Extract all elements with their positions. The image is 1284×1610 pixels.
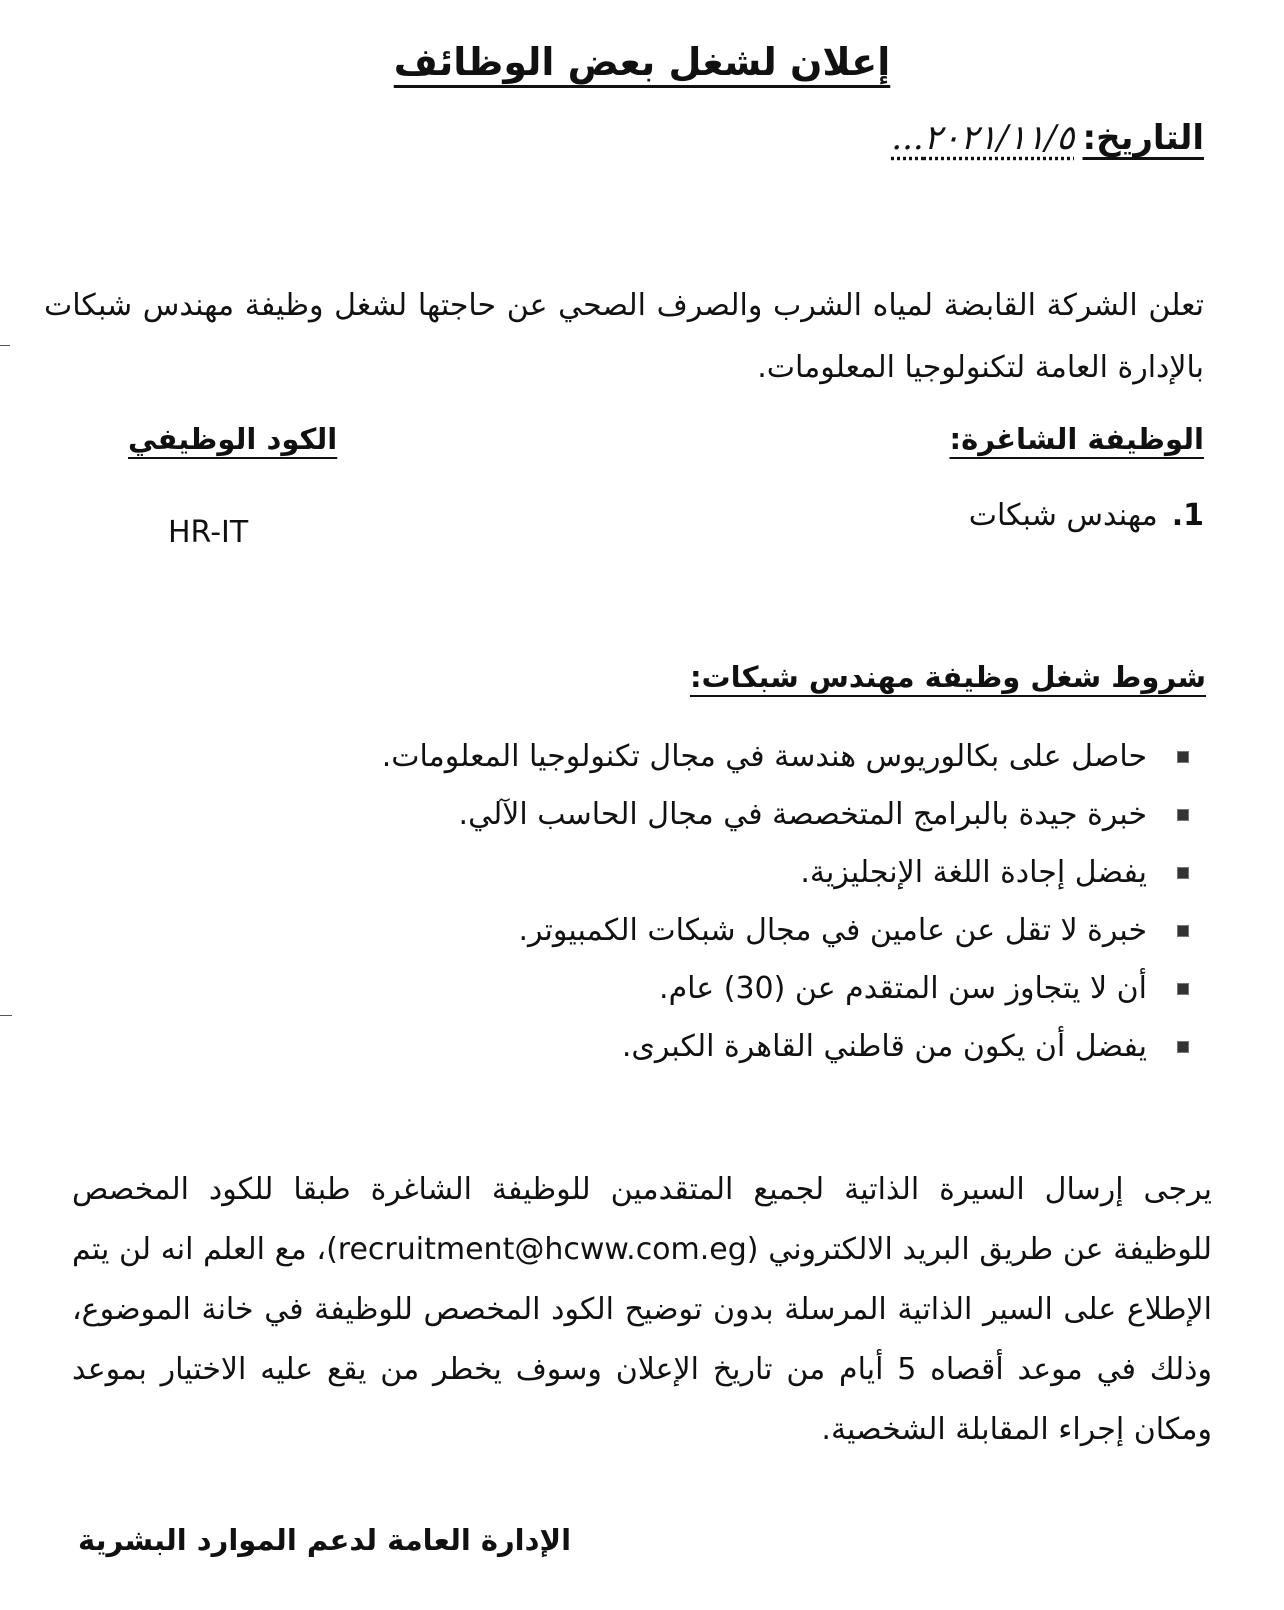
vacant-job-heading: الوظيفة الشاغرة: <box>949 422 1204 456</box>
date-label: التاريخ: <box>1082 118 1204 158</box>
condition-text: يفضل أن يكون من قاطني القاهرة الكبرى. <box>621 1029 1147 1064</box>
closing-text-start: يرجى إرسال السيرة الذاتية لجميع المتقدمين للوظيفة الشاغرة طبقا للكود المخصص للوظيفة عن طريق البريد الالكتروني <box>72 1172 1212 1267</box>
conditions-list <box>189 728 1189 1076</box>
square-bullet-icon <box>1177 867 1189 879</box>
job-list-item <box>969 498 1204 533</box>
condition-text: خبرة جيدة بالبرامج المتخصصة في مجال الحاسب الآلي. <box>458 797 1147 832</box>
square-bullet-icon <box>1177 751 1189 763</box>
condition-text: خبرة لا تقل عن عامين في مجال شبكات الكمبيوتر. <box>518 913 1147 948</box>
issuing-department: الإدارة العامة لدعم الموارد البشرية <box>78 1523 572 1557</box>
job-title: مهندس شبكات <box>968 498 1158 533</box>
date-row <box>883 118 1204 158</box>
recruitment-email: (recruitment@hcww.com.eg) <box>326 1232 759 1267</box>
condition-item <box>189 1018 1189 1076</box>
job-code: HR-IT <box>168 515 249 550</box>
job-code-heading: الكود الوظيفي <box>128 422 338 456</box>
closing-paragraph <box>72 1160 1212 1460</box>
scan-margin-mark <box>0 1015 12 1016</box>
square-bullet-icon <box>1177 809 1189 821</box>
handwritten-date: ...٢٠٢١/١١/٥ <box>891 118 1075 158</box>
page-title: إعلان لشغل بعض الوظائف <box>393 40 891 84</box>
condition-text: أن لا يتجاوز سن المتقدم عن (30) عام. <box>659 971 1147 1006</box>
conditions-heading: شروط شغل وظيفة مهندس شبكات: <box>689 660 1206 694</box>
square-bullet-icon <box>1177 983 1189 995</box>
square-bullet-icon <box>1177 925 1189 937</box>
square-bullet-icon <box>1177 1041 1189 1053</box>
condition-item <box>189 902 1189 960</box>
condition-item <box>189 786 1189 844</box>
condition-text: حاصل على بكالوريوس هندسة في مجال تكنولوجيا المعلومات. <box>381 739 1147 774</box>
scan-margin-mark <box>0 345 10 346</box>
condition-item <box>189 728 1189 786</box>
condition-item <box>189 960 1189 1018</box>
condition-text: يفضل إجادة اللغة الإنجليزية. <box>800 855 1147 890</box>
condition-item <box>189 844 1189 902</box>
intro-paragraph: تعلن الشركة القابضة لمياه الشرب والصرف الصحي عن حاجتها لشغل وظيفة مهندس شبكات بالإدارة العامة لتكنولوجيا المعلومات. <box>44 288 1204 385</box>
closing-text-end: ، مع العلم انه لن يتم الإطلاع على السير الذاتية المرسلة بدون توضيح الكود المخصص للوظيفة في خانة الموضوع، وذلك في موعد أقصاه 5 أيام من تاريخ الإعلان وسوف يخطر من يقع عليه الاختيار بموعد ومكان إجراء المقابلة الشخصية. <box>72 1232 1212 1447</box>
job-number: 1. <box>1171 498 1204 533</box>
